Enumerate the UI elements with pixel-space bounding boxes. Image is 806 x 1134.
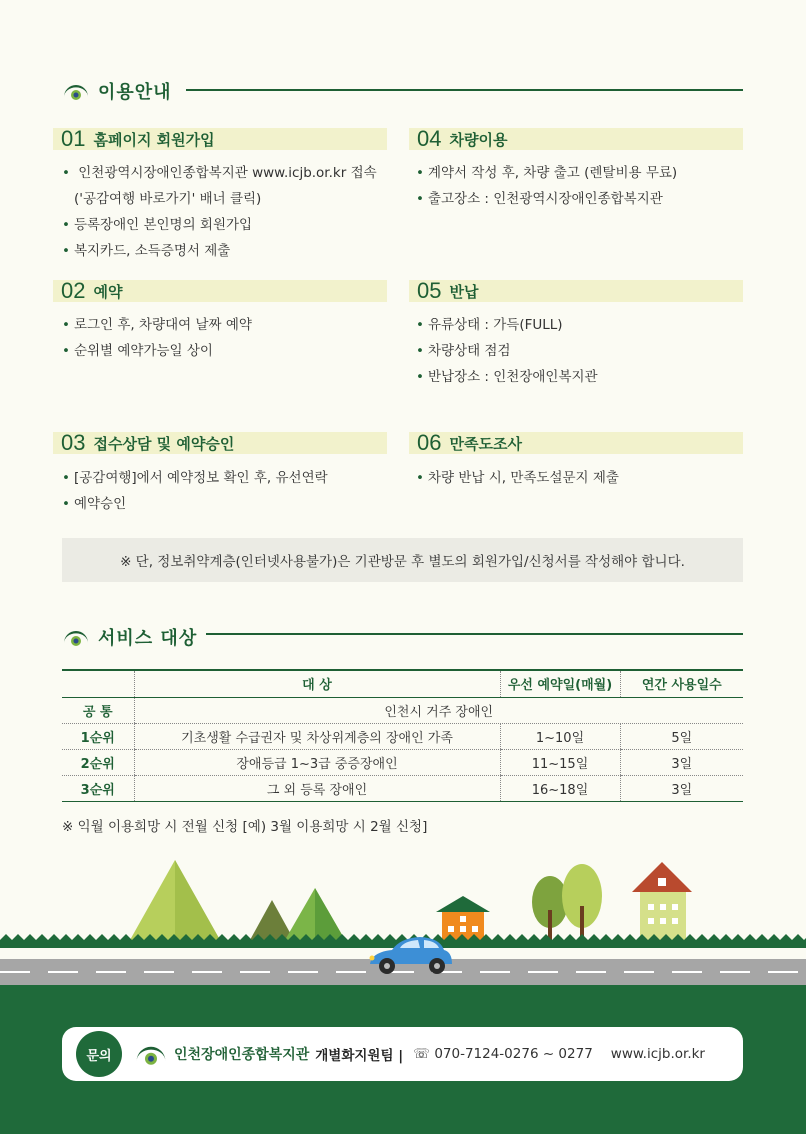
list-item: • 로그인 후, 차량대여 날짜 예약 [62,317,252,333]
step-03-list [62,465,328,517]
step-05-bar: 05 반납 [409,280,743,302]
step-03-bar: 03 접수상담 및 예약승인 [53,432,387,454]
guide-header [62,78,172,104]
list-item: • 차량상태 점검 [416,343,511,359]
guide-title: 이용안내 [98,82,172,103]
team-name: 개별화지원팀 | [315,1048,404,1064]
table-row: 공 통 인천시 거주 장애인 [62,697,743,723]
step-01-list [62,160,377,264]
step-02-list [62,312,252,364]
divider [206,633,743,635]
table-header: 대 상 [134,670,500,697]
list-item: • [공감여행]에서 예약정보 확인 후, 유선연락 [62,470,328,486]
table-header [62,670,134,697]
logo-icon [62,627,90,647]
step-04-list [416,160,677,212]
list-item: • 출고장소 : 인천광역시장애인종합복지관 [416,191,663,207]
list-item: • 계약서 작성 후, 차량 출고 (렌탈비용 무료) [416,165,678,181]
service-header [62,624,197,650]
house-shape [640,892,686,940]
service-table [62,669,743,802]
table-row: 3순위 그 외 등록 장애인 16~18일 3일 [62,775,743,801]
step-06-list [416,465,619,491]
logo-icon [134,1042,168,1066]
phone-number: ☏ 070-7124-0276 ~ 0277 [413,1046,593,1062]
list-item: ('공감여행 바로가기' 배너 클릭) [74,191,262,207]
table-row: 1순위 기초생활 수급권자 및 차상위계층의 장애인 가족 1~10일 5일 [62,723,743,749]
logo-icon [62,81,90,101]
service-title: 서비스 대상 [98,628,198,649]
list-item: • 복지카드, 소득증명서 제출 [62,243,231,259]
step-05-list [416,312,598,390]
table-header: 우선 예약일(매월) [500,670,620,697]
step-06-bar: 06 만족도조사 [409,432,743,454]
landscape-illustration [0,840,806,985]
step-04-bar: 04 차량이용 [409,128,743,150]
contact-label: 문의 [76,1031,122,1077]
step-01-bar: 01 홈페이지 회원가입 [53,128,387,150]
table-row: 2순위 장애등급 1~3급 중증장애인 11~15일 3일 [62,749,743,775]
list-item: • 유류상태 : 가득(FULL) [416,317,563,333]
divider [186,89,743,91]
org-name: 인천장애인종합복지관 [174,1047,310,1063]
mountain-shape [250,900,294,940]
table-header-row [62,670,743,697]
contact-bar [62,1027,743,1081]
list-item: • 차량 반납 시, 만족도설문지 제출 [416,470,619,486]
list-item: • 예약승인 [62,496,127,512]
notice-box: ※ 단, 정보취약계층(인터넷사용불가)은 기관방문 후 별도의 회원가입/신청서를 작성해야 합니다. [62,538,743,582]
step-02-bar: 02 예약 [53,280,387,302]
table-header: 연간 사용일수 [620,670,743,697]
footnote: ※ 익월 이용희망 시 전월 신청 [예) 3월 이용희망 시 2월 신청] [62,819,428,835]
list-item: • 인천광역시장애인종합복지관 www.icjb.or.kr 접속 [62,165,377,181]
list-item: • 반납장소 : 인천장애인복지관 [416,369,598,385]
website-link[interactable]: www.icjb.or.kr [610,1046,705,1062]
list-item: • 등록장애인 본인명의 회원가입 [62,217,253,233]
list-item: • 순위별 예약가능일 상이 [62,343,213,359]
